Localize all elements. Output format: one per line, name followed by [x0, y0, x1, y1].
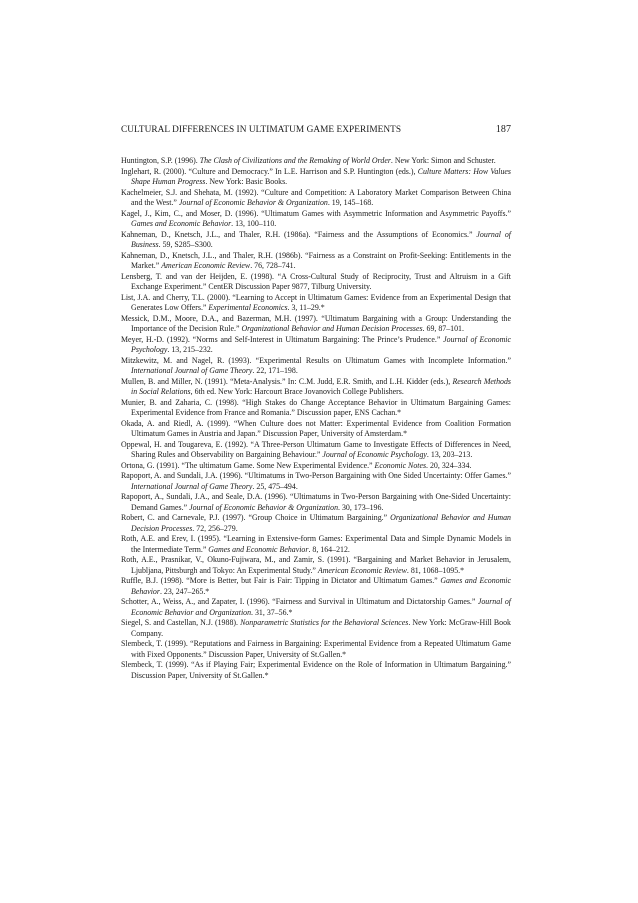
- reference-text: . 76, 728–741.: [250, 261, 296, 270]
- reference-source-title: The Clash of Civilizations and the Remaking of World Order: [199, 156, 391, 165]
- reference-entry: [121, 167, 511, 188]
- reference-entry: [121, 534, 511, 555]
- reference-text: . 59, S285–S300.: [158, 240, 213, 249]
- reference-text: Slembeck, T. (1999). “As if Playing Fair; Experimental Evidence on the Role of Information in Ultimatum Bargaining.” Discussion Paper, University of St.Gallen.*: [121, 660, 511, 680]
- reference-entry: [121, 492, 511, 513]
- reference-source-title: American Economic Review: [161, 261, 251, 270]
- reference-entry: [121, 293, 511, 314]
- reference-source-title: Journal of Economic Psychology: [131, 334, 511, 354]
- reference-source-title: American Economic Review: [317, 565, 407, 575]
- reference-text: Messick, D.M., Moore, D.A., and Bazerman, M.H. (1997). “Ultimatum Bargaining with a Group: Understanding the Importance of the Decision Rule.”: [121, 313, 511, 333]
- reference-text: . 22, 171–198.: [252, 366, 298, 375]
- reference-text: Roth, A.E., Prasnikar, V., Okuno-Fujiwara, M., and Zamir, S. (1991). “Bargaining and Market Behavior in Jerusalem, Ljubljana, Pittsburgh and Tokyo: An Experimental Study.”: [121, 555, 511, 575]
- running-header: [121, 124, 511, 135]
- reference-text: Ortona, G. (1991). “The ultimatum Game. Some New Experimental Evidence.”: [121, 460, 375, 470]
- reference-text: Lensberg, T. and van der Heijden, E. (1998). “A Cross-Cultural Study of Reciprocity, Trust and Altruism in a Gift Exchange Experiment.” CentER Discussion Paper 9877, Tilburg University.: [121, 271, 511, 291]
- reference-entry: [121, 471, 511, 492]
- reference-text: . New York: McGraw-Hill Book Company.: [131, 618, 511, 638]
- reference-source-title: Journal of Economic Behavior and Organization: [131, 597, 511, 617]
- reference-text: Oppewal, H. and Tougareva, E. (1992). “A Three-Person Ultimatum Game to Investigate Effects of Differences in Need, Sharing Rules and Observability on Bargaining Behaviour.”: [121, 439, 511, 459]
- reference-text: . 30, 173–196.: [338, 502, 384, 512]
- reference-text: Slembeck, T. (1999). “Reputations and Fairness in Bargaining: Experimental Evidence from a Repeated Ultimatum Game with Fixed Opponents.” Discussion Paper, University of St.Gallen.*: [121, 639, 511, 659]
- reference-text: . 72, 256–279.: [192, 523, 238, 533]
- reference-text: . 3, 11–29.*: [287, 303, 325, 312]
- reference-text: Mitzkewitz, M. and Nagel, R. (1993). “Experimental Results on Ultimatum Games with Incomplete Information.”: [121, 355, 511, 365]
- running-title: CULTURAL DIFFERENCES IN ULTIMATUM GAME EXPERIMENTS: [121, 125, 402, 135]
- reference-entry: [121, 335, 511, 356]
- reference-text: Inglehart, R. (2000). “Culture and Democracy.” In L.E. Harrison and S.P. Huntington (eds.),: [121, 166, 418, 176]
- reference-text: Munier, B. and Zaharia, C. (1998). “High Stakes do Change Acceptance Behavior in Ultimatum Bargaining Games: Experimental Evidence from France and Romania.” Discussion paper, ENS Cachan.*: [121, 397, 511, 417]
- reference-entry: [121, 660, 511, 681]
- page-number: 187: [495, 124, 511, 135]
- reference-source-title: Journal of Economic Behavior & Organization: [189, 502, 339, 512]
- reference-text: . 31, 37–56.*: [251, 607, 293, 617]
- reference-text: , 6th ed. New York: Harcourt Brace Jovanovich College Publishers.: [190, 387, 404, 396]
- reference-entry: [121, 576, 511, 597]
- reference-source-title: Culture Matters: How Values Shape Human Progress: [131, 166, 511, 186]
- reference-entry: [121, 440, 511, 461]
- reference-source-title: Games and Economic Behavior: [131, 576, 511, 596]
- reference-text: Okada, A. and Riedl, A. (1999). “When Culture does not Matter: Experimental Evidence from Coalition Formation Ultimatum Games in Austria and Japan.” Discussion Paper, University of Amsterdam.*: [121, 418, 511, 438]
- reference-entry: [121, 230, 511, 251]
- reference-entry: [121, 209, 511, 230]
- reference-entry: [121, 419, 511, 440]
- reference-text: . 20, 324–334.: [426, 460, 472, 470]
- reference-entry: [121, 356, 511, 377]
- reference-source-title: Research Methods in Social Relations: [131, 376, 511, 396]
- reference-entry: [121, 156, 511, 167]
- reference-entry: [121, 188, 511, 209]
- reference-text: Mullen, B. and Miller, N. (1991). “Meta-Analysis.” In: C.M. Judd, E.R. Smith, and L.H. Kidder (eds.),: [121, 376, 453, 386]
- reference-text: . 81, 1068–1095.*: [406, 565, 465, 575]
- reference-text: . New York: Basic Books.: [205, 177, 288, 186]
- reference-text: Schotter, A., Weiss, A., and Zapater, I. (1996). “Fairness and Survival in Ultimatum and Dictatorship Games.”: [121, 597, 478, 606]
- reference-entry: [121, 555, 511, 576]
- reference-entry: [121, 251, 511, 272]
- reference-text: Kahneman, D., Knetsch, J.L., and Thaler, R.H. (1986b). “Fairness as a Constraint on Profit-Seeking: Entitlements in the Market.”: [121, 250, 511, 270]
- reference-entry: [121, 314, 511, 335]
- reference-text: Meyer, H.-D. (1992). “Norms and Self-Interest in Ultimatum Bargaining: The Prince’s Prudence.”: [121, 334, 444, 344]
- reference-text: . 19, 145–168.: [327, 198, 374, 207]
- reference-source-title: Journal of Economic Psychology: [322, 450, 427, 459]
- reference-text: . 8, 164–212.: [308, 544, 350, 554]
- reference-text: Siegel, S. and Castellan, N.J. (1988).: [121, 618, 241, 627]
- reference-text: Kachelmeier, S.J. and Shehata, M. (1992). “Culture and Competition: A Laboratory Market Comparison Between China and the West.”: [121, 187, 511, 207]
- reference-text: . New York: Simon and Schuster.: [390, 156, 496, 165]
- reference-text: . 23, 247–265.*: [159, 586, 210, 596]
- reference-entry: [121, 513, 511, 534]
- reference-source-title: Games and Economic Behavior: [131, 219, 232, 228]
- reference-text: . 13, 100–110.: [231, 219, 277, 228]
- reference-text: . 69, 87–101.: [422, 324, 464, 333]
- reference-source-title: International Journal of Game Theory: [131, 366, 253, 375]
- reference-entry: [121, 398, 511, 419]
- reference-text: Huntington, S.P. (1996).: [121, 156, 200, 165]
- reference-entry: [121, 618, 511, 639]
- reference-entry: [121, 377, 511, 398]
- reference-source-title: Organizational Behavior and Human Decision Processes: [241, 324, 423, 333]
- reference-text: Kahneman, D., Knetsch, J.L., and Thaler, R.H. (1986a). “Fairness and the Assumptions of Economics.”: [121, 229, 477, 239]
- reference-text: Robert, C. and Carnevale, P.J. (1997). “Group Choice in Ultimatum Bargaining.”: [121, 513, 391, 522]
- reference-source-title: Nonparametric Statistics for the Behavioral Sciences: [240, 618, 409, 627]
- reference-text: Rapoport, A., Sundali, J.A., and Seale, D.A. (1996). “Ultimatums in Two-Person Bargaining with One-Sided Uncertainty: Demand Games.”: [121, 492, 511, 512]
- reference-text: . 25, 475–494.: [252, 481, 298, 491]
- reference-text: Roth, A.E. and Erev, I. (1995). “Learning in Extensive-form Games: Experimental Data and Simple Dynamic Models in the Intermediate Term.”: [121, 534, 511, 554]
- reference-entry: [121, 461, 511, 472]
- reference-entry: [121, 639, 511, 660]
- reference-text: List, J.A. and Cherry, T.L. (2000). “Learning to Accept in Ultimatum Games: Evidence from an Experimental Design that Generates Low Offers.”: [121, 292, 511, 312]
- reference-source-title: Organizational Behavior and Human Decision Processes: [131, 513, 511, 533]
- reference-list: [121, 156, 511, 681]
- reference-source-title: Games and Economic Behavior: [208, 544, 309, 554]
- reference-text: . 13, 215–232.: [167, 345, 213, 354]
- reference-text: Rapoport, A. and Sundali, J.A. (1996). “Ultimatums in Two-Person Bargaining with One Sided Uncertainty: Offer Games.”: [121, 471, 511, 480]
- reference-source-title: Experimental Economics: [208, 303, 288, 312]
- reference-entry: [121, 597, 511, 618]
- reference-source-title: Journal of Economic Behavior & Organization: [178, 198, 328, 207]
- reference-text: Kagel, J., Kim, C., and Moser, D. (1996). “Ultimatum Games with Asymmetric Information and Asymmetric Payoffs.”: [121, 208, 511, 218]
- reference-source-title: International Journal of Game Theory: [131, 481, 253, 491]
- reference-entry: [121, 272, 511, 293]
- reference-text: . 13, 203–213.: [426, 450, 473, 459]
- reference-text: Ruffle, B.J. (1998). “More is Better, but Fair is Fair: Tipping in Dictator and Ultimatum Games.”: [121, 576, 441, 585]
- reference-source-title: Journal of Business: [131, 229, 511, 249]
- reference-source-title: Economic Notes: [374, 460, 427, 470]
